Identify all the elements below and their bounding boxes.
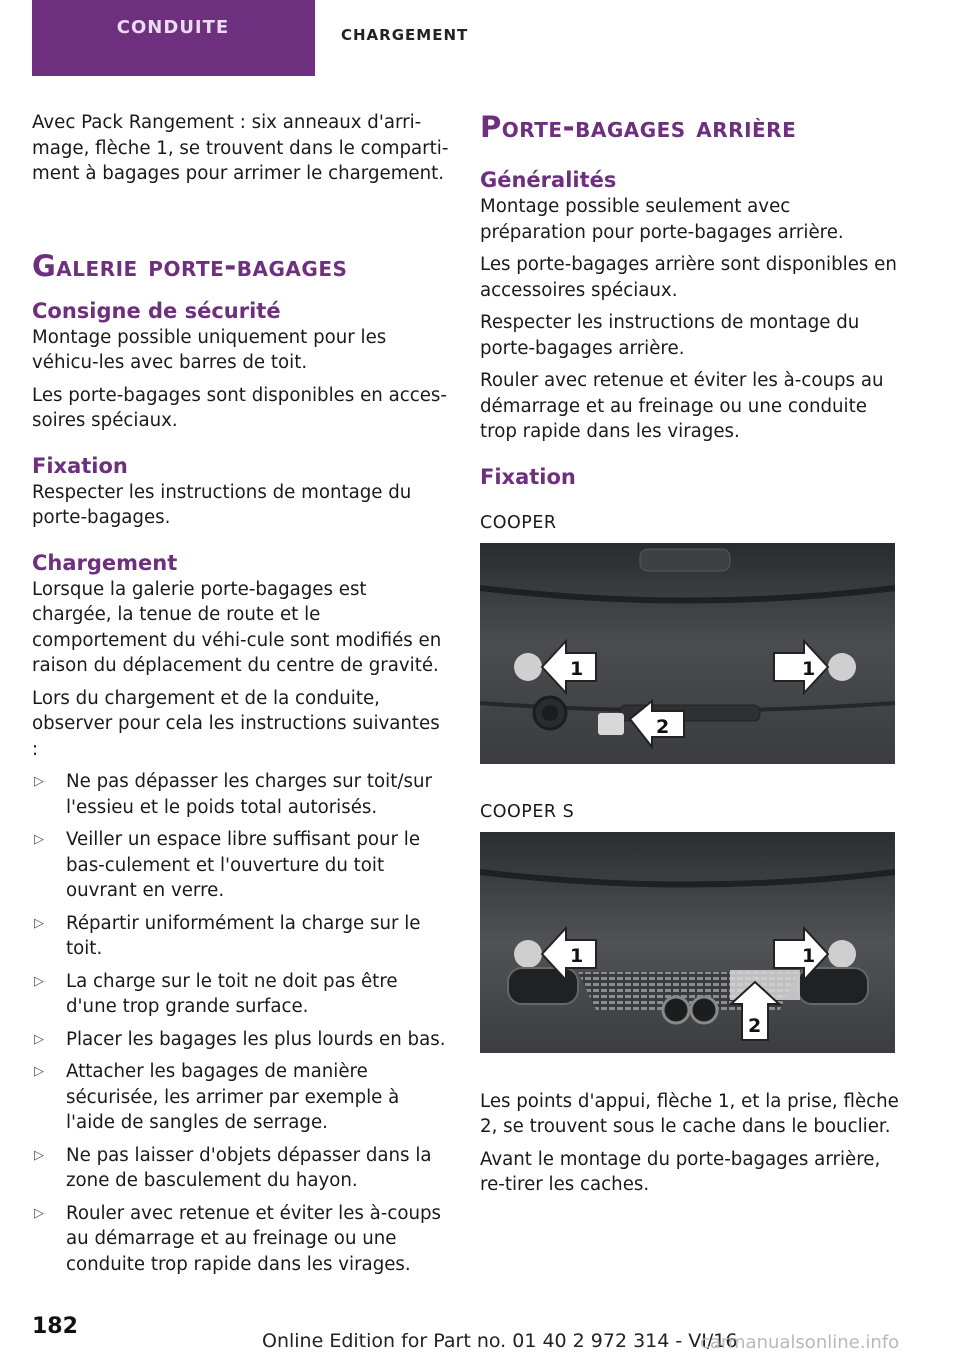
arrow-1-right-label-s: 1 (802, 944, 816, 967)
list-item: ▷ Ne pas dépasser les charges sur toit/sur l'essieu et le poids total autorisés. (34, 771, 432, 818)
chargement-title: Chargement (32, 550, 178, 575)
right-column (480, 110, 900, 1205)
anchor-point-left-s (514, 940, 542, 968)
edition-text: Online Edition for Part no. 01 40 2 972 314 - VI/16 (262, 1330, 738, 1352)
generalites-paragraph-2: Les porte-bagages arrière sont disponibles en accessoires spéciaux. (480, 254, 897, 301)
page-number: 182 (32, 1314, 78, 1339)
intro-paragraph: Avec Pack Rangement : six anneaux d'arri‐mage, flèche 1, se trouvent dans le comparti‐ment à bagages pour arrimer le chargement. (32, 112, 449, 184)
figure-cooper-s-bumper (480, 832, 895, 1053)
arrow-1-right-label: 1 (802, 657, 816, 680)
cooper-bumper-illustration (480, 543, 895, 764)
list-item: ▷ Répartir uniformément la charge sur le toit. (34, 912, 421, 959)
generalites-paragraph-1: Montage possible seulement avec préparation pour porte-bagages arrière. (480, 196, 844, 243)
list-item: ▷ Veiller un espace libre suffisant pour le bas‐culement et l'ouverture du toit ouvrant en verre. (34, 829, 421, 901)
anchor-point-right-s (828, 940, 856, 968)
list-item: ▷ La charge sur le toit ne doit pas être d'une trop grande surface. (34, 970, 398, 1017)
tab-chargement[interactable]: CHARGEMENT (341, 26, 469, 44)
consigne-paragraph-2: Les porte-bagages sont disponibles en acces‐soires spéciaux. (32, 384, 447, 431)
generalites-paragraph-3: Respecter les instructions de montage du porte-bagages arrière. (480, 312, 860, 359)
figure-cooper-bumper (480, 543, 895, 764)
fixation-title-left: Fixation (32, 453, 128, 478)
list-item: ▷ Ne pas laisser d'objets dépasser dans la zone de basculement du hayon. (34, 1144, 432, 1191)
arrow-1-left-label-s: 1 (570, 944, 584, 967)
left-column (32, 110, 450, 1284)
consigne-title: Consigne de sécurité (32, 298, 281, 323)
arrow-1-left-label: 1 (570, 657, 584, 680)
list-item: ▷ Placer les bagages les plus lourds en bas. (32, 1027, 450, 1053)
model-label-cooper: COOPER (480, 512, 557, 533)
list-item: ▷ Rouler avec retenue et éviter les à-coups au démarrage et au freinage ou une conduite trop rapide dans les virages. (34, 1202, 442, 1275)
anchor-point-left (514, 653, 542, 681)
watermark: carmanualsonline.info (700, 1332, 900, 1353)
fixation-paragraph-right-1: Les points d'appui, flèche 1, et la prise, flèche 2, se trouvent sous le cache dans le bouclier. (480, 1090, 899, 1137)
bullet-triangle-icon: ▷ (34, 1031, 44, 1047)
porte-bagages-arriere-title: Porte-bagages arrière (480, 110, 797, 144)
consigne-paragraph-1: Montage possible uniquement pour les véhicu‐les avec barres de toit. (32, 326, 387, 373)
model-label-cooper-s: COOPER S (480, 801, 575, 822)
bullet-triangle-icon: ▷ (34, 832, 44, 847)
arrow-2-label: 2 (656, 715, 670, 738)
tab-conduite[interactable] (32, 0, 315, 76)
anchor-point-right (828, 653, 856, 681)
generalites-paragraph-4: Rouler avec retenue et éviter les à-coups au démarrage et au freinage ou une conduite trop rapide dans les virages. (480, 370, 884, 442)
tab-conduite-inner (54, 0, 292, 54)
galerie-title: Galerie porte-bagages (32, 248, 348, 283)
cooper-s-bumper-illustration (480, 832, 895, 1053)
list-item: ▷ Attacher les bagages de manière sécurisée, les arrimer par exemple à l'aide de sangles de serrage. (34, 1061, 400, 1133)
generalites-title: Généralités (480, 168, 617, 192)
instructions-list (32, 769, 450, 1277)
chargement-paragraph-1: Lorsque la galerie porte-bagages est chargée, la tenue de route et le comportement du véhi‐cule sont modifiés en raison du déplacement du centre de gravité. (32, 578, 442, 676)
bullet-triangle-icon: ▷ (34, 973, 44, 989)
bullet-triangle-icon: ▷ (34, 915, 44, 931)
tab-conduite-label: CONDUITE (116, 16, 230, 38)
bullet-triangle-icon: ▷ (34, 774, 44, 789)
fixation-title-right: Fixation (480, 464, 576, 489)
fixation-paragraph-right-2: Avant le montage du porte-bagages arrière, re‐tirer les caches. (480, 1148, 881, 1195)
fixation-paragraph-left: Respecter les instructions de montage du porte-bagages. (32, 481, 412, 528)
chargement-paragraph-2: Lors du chargement et de la conduite, observer pour cela les instructions suivantes : (32, 687, 440, 760)
arrow-2-label-s: 2 (748, 1014, 762, 1037)
bullet-triangle-icon: ▷ (34, 1064, 44, 1079)
bullet-triangle-icon: ▷ (34, 1205, 44, 1221)
bullet-triangle-icon: ▷ (34, 1147, 44, 1163)
